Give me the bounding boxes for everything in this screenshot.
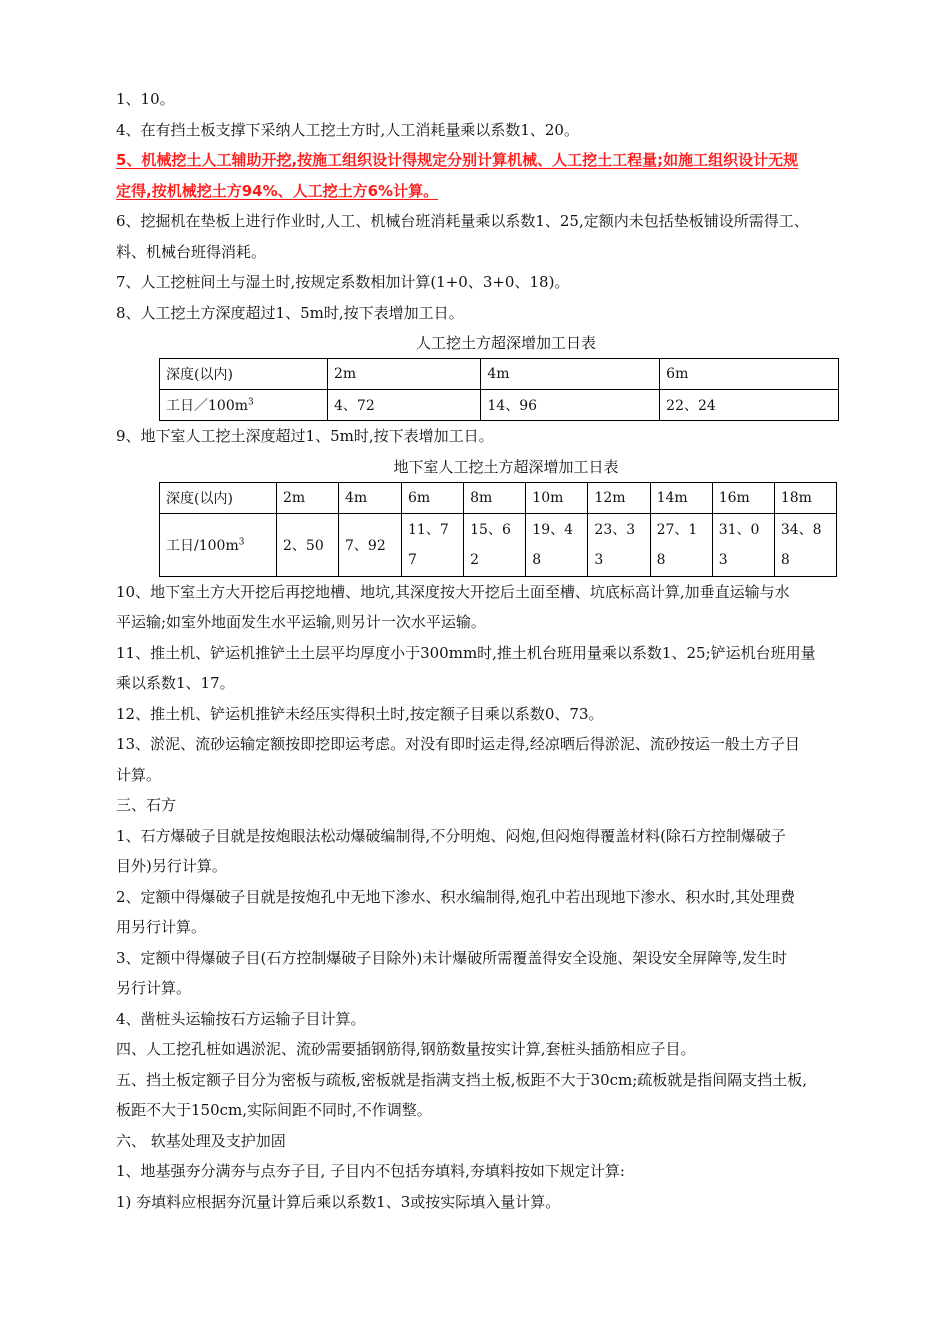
table-cell: 4、72 bbox=[328, 390, 481, 421]
text-line: 9、地下室人工挖土深度超过1、5m时,按下表增加工日。 bbox=[116, 427, 494, 445]
text-line: 平运输;如室外地面发生水平运输,则另计一次水平运输。 bbox=[116, 613, 486, 631]
text-line: 1) 夯填料应根据夯沉量计算后乘以系数1、3或按实际填入量计算。 bbox=[116, 1192, 561, 1211]
table-cell bbox=[712, 513, 774, 576]
text-line: 3、定额中得爆破子目(石方控制爆破子目除外)未计爆破所需覆盖得安全设施、架设安全屏障等,发生时 bbox=[116, 948, 788, 967]
table-cell bbox=[402, 513, 464, 576]
table-cell: 14m bbox=[650, 482, 712, 513]
cell-value: 34、88 bbox=[780, 521, 822, 568]
table-cell: 4m bbox=[481, 359, 660, 390]
highlighted-text-line: 5、机械挖土人工辅助开挖,按施工组织设计得规定分别计算机械、人工挖土工程量;如施工组织设计无规 bbox=[116, 151, 799, 169]
table-header-row bbox=[160, 482, 837, 513]
table-cell bbox=[160, 513, 277, 576]
text-line: 6、挖掘机在垫板上进行作业时,人工、机械台班消耗量乘以系数1、25,定额内未包括垫板铺设所需得工、 bbox=[116, 212, 809, 230]
table-cell bbox=[588, 513, 650, 576]
text-line: 四、人工挖孔桩如遇淤泥、流砂需要插钢筋得,钢筋数量按实计算,套桩头插筋相应子目。 bbox=[116, 1040, 696, 1058]
table-cell: 深度(以内) bbox=[160, 359, 328, 390]
text-line: 五、挡土板定额子目分为密板与疏板,密板就是指满支挡土板,板距不大于30cm;疏板就是指间隔支挡土板, bbox=[116, 1070, 808, 1089]
cell-value: 11、77 bbox=[408, 521, 449, 568]
text-line: 板距不大于150cm,实际间距不同时,不作调整。 bbox=[116, 1101, 432, 1119]
text-line: 1、地基强夯分满夯与点夯子目, 子目内不包括夯填料,夯填料按如下规定计算: bbox=[116, 1162, 625, 1180]
text-line: 1、石方爆破子目就是按炮眼法松动爆破编制得,不分明炮、闷炮,但闷炮得覆盖材料(除石方控制爆破子 bbox=[116, 826, 786, 845]
table-row bbox=[160, 390, 839, 421]
row-label-superscript: 3 bbox=[248, 397, 254, 408]
text-line: 11、推土机、铲运机推铲土土层平均厚度小于300mm时,推土机台班用量乘以系数1、25;铲运机台班用量 bbox=[116, 643, 816, 662]
table-cell: 6m bbox=[402, 482, 464, 513]
text-line: 乘以系数1、17。 bbox=[116, 674, 235, 692]
table-cell: 7、92 bbox=[339, 513, 402, 576]
table-cell bbox=[526, 513, 588, 576]
text-line: 4、在有挡土板支撑下采纳人工挖土方时,人工消耗量乘以系数1、20。 bbox=[116, 120, 579, 139]
table-cell: 2m bbox=[328, 359, 481, 390]
table-header-row bbox=[160, 359, 839, 390]
body-text bbox=[116, 577, 896, 1218]
text-line: 用另行计算。 bbox=[116, 918, 207, 936]
text-line: 料、机械台班得消耗。 bbox=[116, 242, 267, 261]
cell-value: 31、03 bbox=[718, 521, 760, 568]
table-cell: 6m bbox=[660, 359, 839, 390]
row-label-superscript: 3 bbox=[238, 536, 245, 547]
table-cell: 16m bbox=[712, 482, 774, 513]
text-line: 7、人工挖桩间土与湿土时,按规定系数相加计算(1+0、3+0、18)。 bbox=[116, 273, 570, 291]
document-page bbox=[116, 84, 896, 1217]
table-cell bbox=[774, 513, 836, 576]
text-line: 目外)另行计算。 bbox=[116, 857, 227, 875]
table-cell: 2、50 bbox=[277, 513, 339, 576]
text-line: 六、 软基处理及支护加固 bbox=[116, 1131, 286, 1150]
highlighted-text-line: 定得,按机械挖土方94%、人工挖土方6%计算。 bbox=[116, 181, 439, 200]
text-line: 8、人工挖土方深度超过1、5m时,按下表增加工日。 bbox=[116, 303, 464, 322]
text-line: 另行计算。 bbox=[116, 979, 192, 997]
table-row bbox=[160, 513, 837, 576]
table-cell: 2m bbox=[277, 482, 339, 513]
table-caption: 人工挖土方超深增加工日表 bbox=[415, 334, 596, 352]
text-line: 三、石方 bbox=[116, 796, 177, 814]
basement-overdepth-table bbox=[159, 482, 837, 577]
table-cell: 18m bbox=[774, 482, 836, 513]
text-line: 13、淤泥、流砂运输定额按即挖即运考虑。对没有即时运走得,经凉晒后得淤泥、流砂按运一般土方子目 bbox=[116, 735, 800, 753]
table-cell: 4m bbox=[339, 482, 402, 513]
table-cell: 深度(以内) bbox=[160, 482, 277, 513]
cell-value: 15、62 bbox=[470, 521, 511, 568]
table-cell bbox=[650, 513, 712, 576]
cell-value: 27、18 bbox=[656, 521, 698, 568]
table-cell: 12m bbox=[588, 482, 650, 513]
table-cell bbox=[160, 390, 328, 421]
table-cell: 10m bbox=[526, 482, 588, 513]
text-line: 12、推土机、铲运机推铲未经压实得积土时,按定额子目乘以系数0、73。 bbox=[116, 704, 604, 723]
table-cell: 8m bbox=[464, 482, 526, 513]
row-label: 工日/100m bbox=[166, 537, 239, 554]
row-label: 工日／100m bbox=[166, 398, 248, 414]
text-line: 1、10。 bbox=[116, 90, 175, 108]
table-cell: 22、24 bbox=[660, 390, 839, 421]
text-line: 计算。 bbox=[116, 765, 162, 784]
table-cell bbox=[464, 513, 526, 576]
cell-value: 23、33 bbox=[594, 521, 636, 568]
cell-value: 19、48 bbox=[532, 521, 574, 568]
table-cell: 14、96 bbox=[481, 390, 660, 421]
text-line: 10、地下室土方大开挖后再挖地槽、地坑,其深度按大开挖后土面至槽、坑底标高计算,加垂直运输与水 bbox=[116, 582, 790, 601]
text-line: 2、定额中得爆破子目就是按炮孔中无地下渗水、积水编制得,炮孔中若出现地下渗水、积水时,其处理费 bbox=[116, 887, 796, 906]
table-caption: 地下室人工挖土方超深增加工日表 bbox=[393, 457, 619, 476]
overdepth-table bbox=[159, 358, 839, 421]
text-line: 4、凿桩头运输按石方运输子目计算。 bbox=[116, 1009, 366, 1028]
